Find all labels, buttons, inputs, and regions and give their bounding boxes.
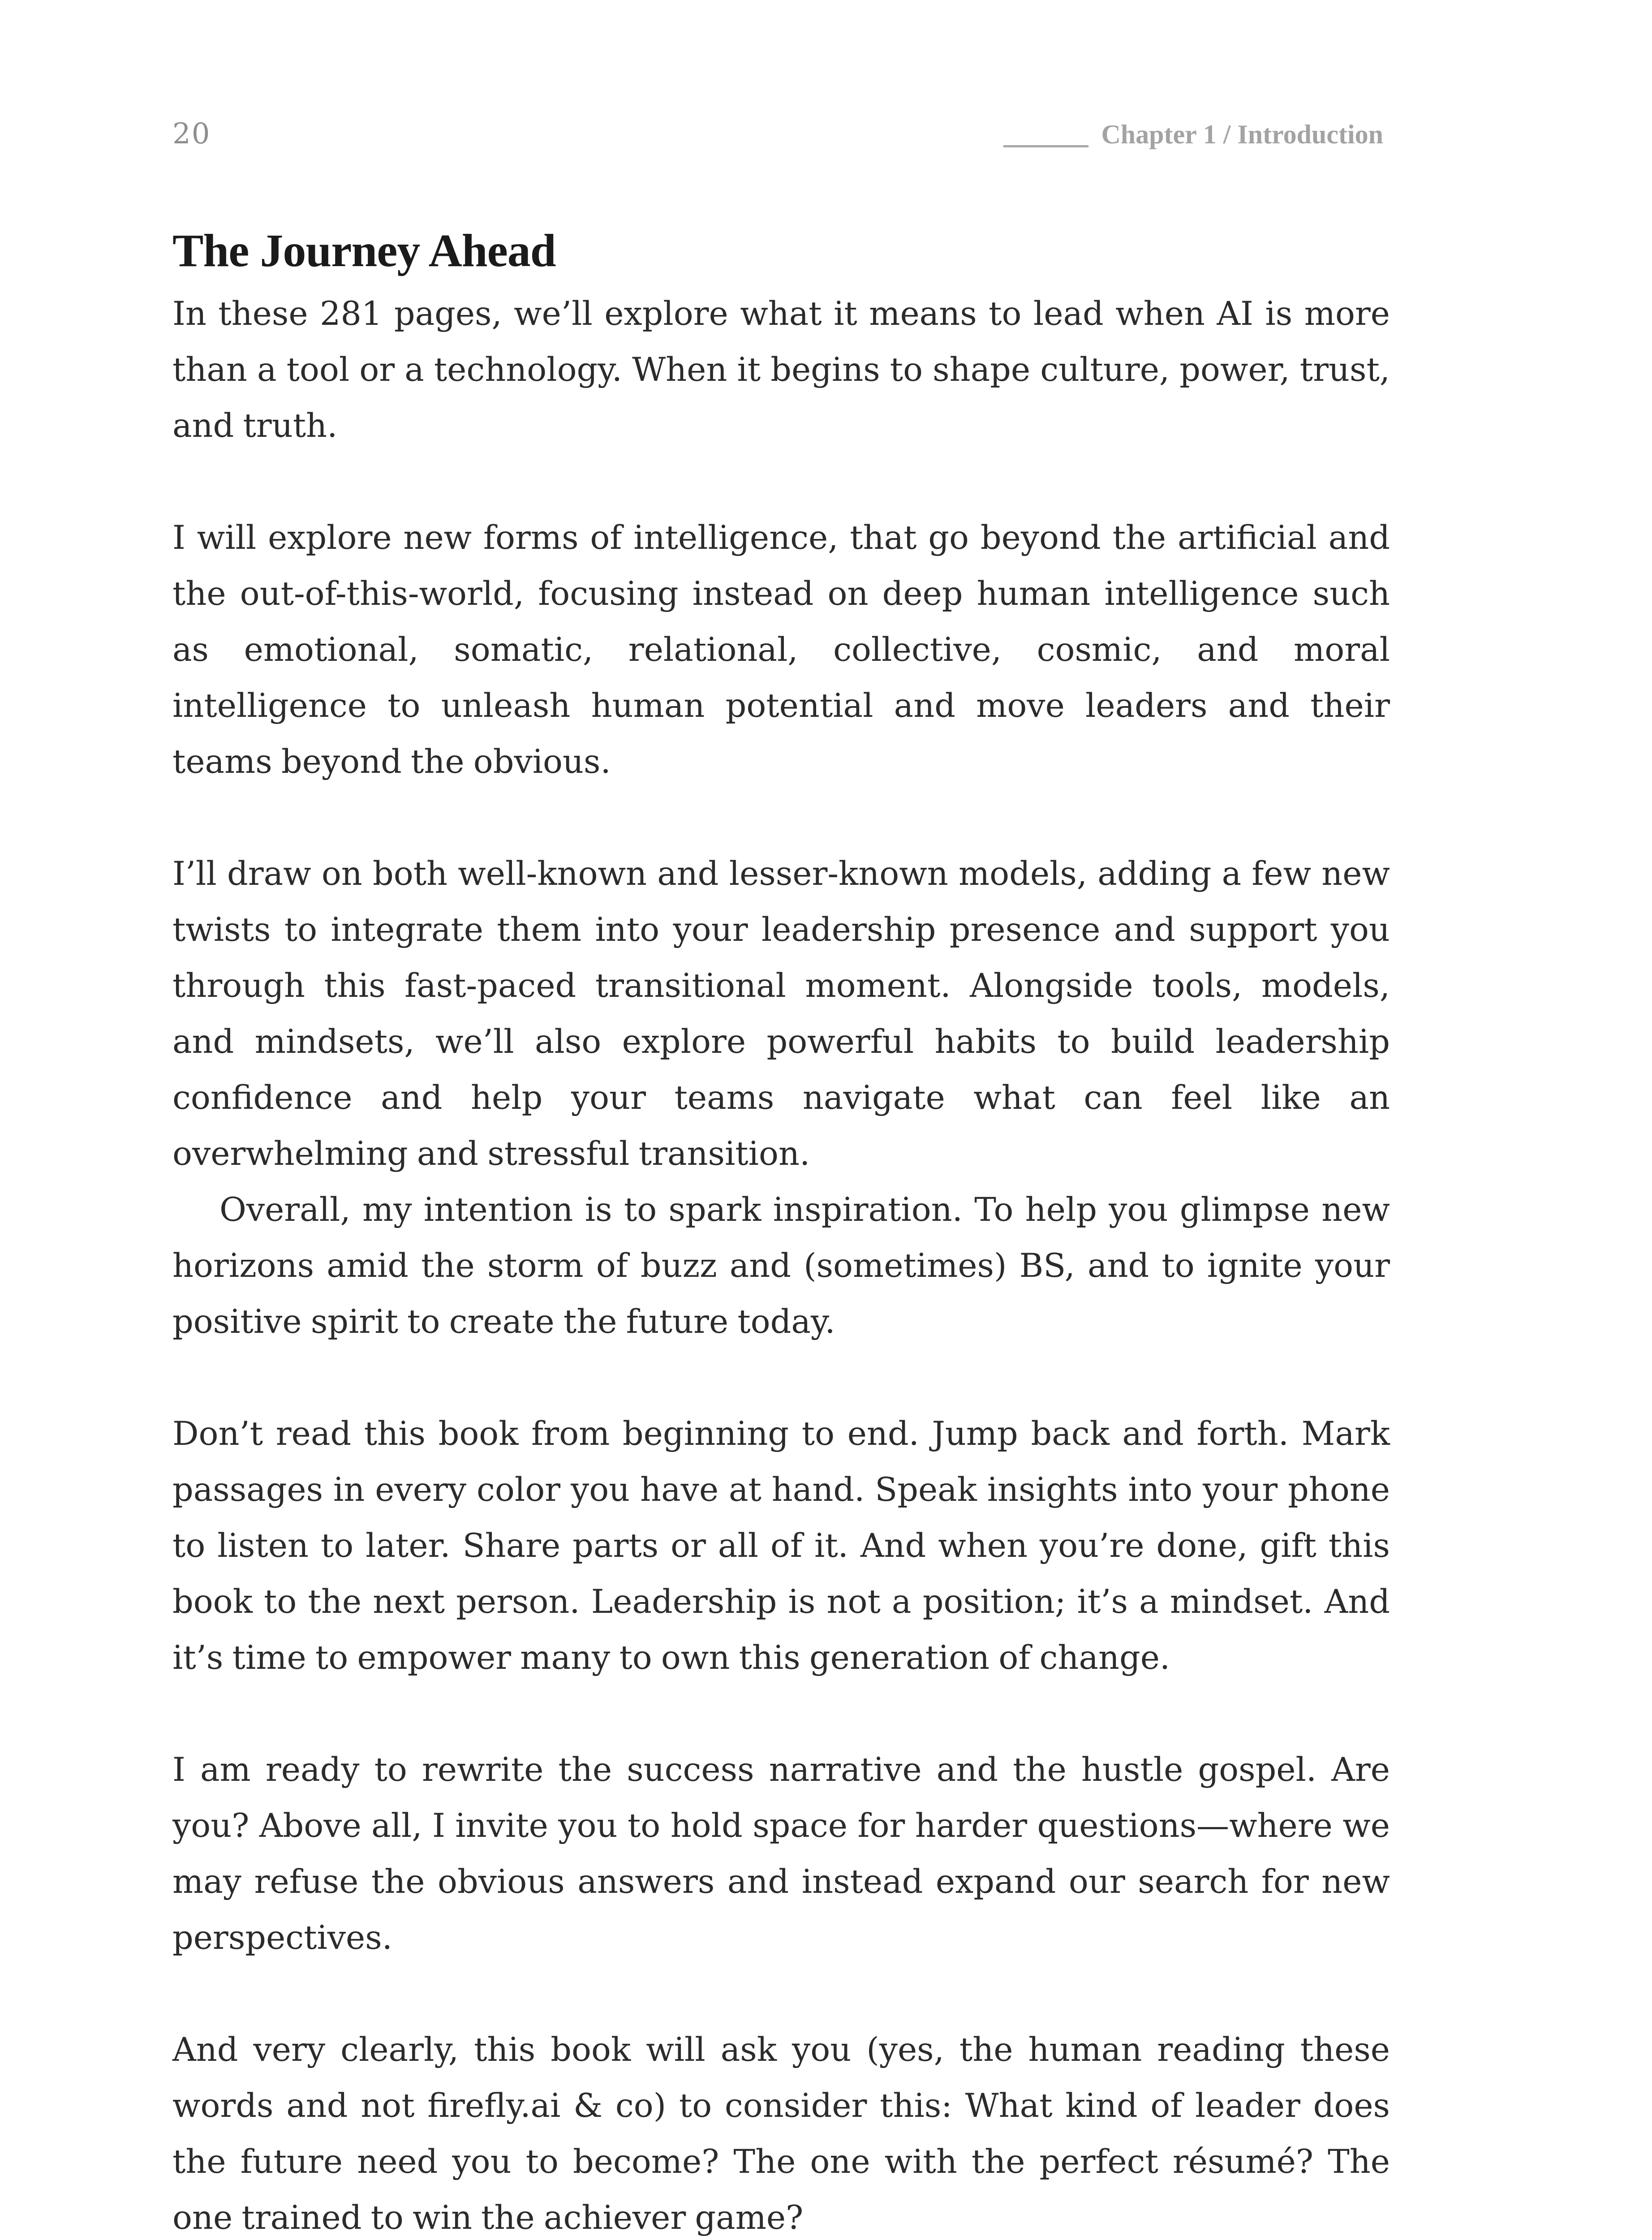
page-number: 20 — [172, 117, 211, 151]
paragraph: And very clearly, this book will ask you (yes, the human reading these words and not firefly.ai & co) to consider this: What kind of leader does the future need you to become? The one with the perfect résumé? The one trained to win the achiever game? — [172, 2031, 1390, 2237]
running-header-title: Chapter 1 / Introduction — [1101, 120, 1383, 149]
running-header — [1003, 119, 1383, 150]
paragraph: I will explore new forms of intelligence, that go beyond the artificial and the out-of-this-world, focusing instead on deep human intelligence such as emotional, somatic, relational, collective, cosmic, and moral intelligence to unleash human potential and move leaders and their teams beyond the obvious. — [172, 519, 1390, 781]
paragraph: Overall, my intention is to spark inspiration. To help you glimpse new horizons amid the storm of buzz and (sometimes) BS, and to ignite your positive spirit to create the future today. — [172, 1191, 1390, 1341]
paragraph: I’ll draw on both well-known and lesser-known models, adding a few new twists to integrate them into your leadership presence and support you through this fast-paced transitional moment. Alongside tools, models, and mindsets, we’ll also explore powerful habits to build leadership confidence and help your teams navigate what can feel like an overwhelming and stressful transition. — [172, 855, 1390, 1173]
paragraph: Don’t read this book from beginning to end. Jump back and forth. Mark passages in every color you have at hand. Speak insights into your phone to listen to later. Share parts or all of it. And when you’re done, gift this book to the next person. Leadership is not a position; it’s a mindset. And it’s time to empower many to own this generation of change. — [172, 1415, 1390, 1677]
section-heading: The Journey Ahead — [172, 225, 556, 276]
running-header-rule — [1003, 145, 1088, 147]
paragraph: I am ready to rewrite the success narrative and the hustle gospel. Are you? Above all, I invite you to hold space for harder questions—where we may refuse the obvious answers and instead expand our search for new perspectives. — [172, 1751, 1390, 1957]
page-body — [172, 220, 1390, 2240]
paragraph: In these 281 pages, we’ll explore what it means to lead when AI is more than a tool or a technology. When it begins to shape culture, power, trust, and truth. — [172, 295, 1390, 445]
